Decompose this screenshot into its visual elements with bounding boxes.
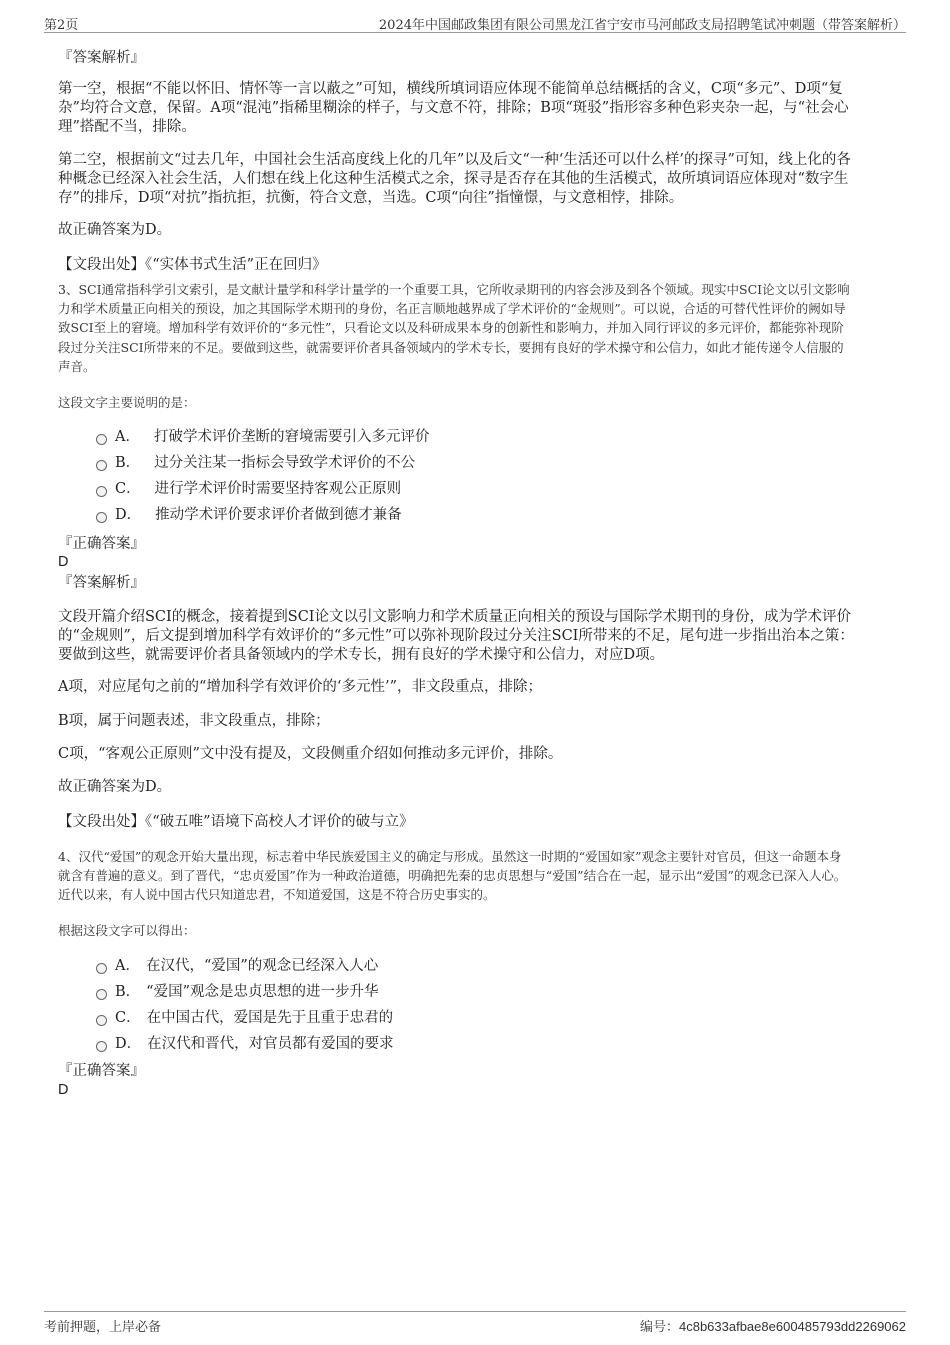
analysis-text: 的“金规则”，后文提到增加科学有效评价的“多元性”可以弥补现阶段过分关注SCI所带来的不足，尾句进一步指出治本之策： [58, 628, 854, 644]
answer-value: D [58, 1082, 69, 1098]
question-stem: 3、SCI通常指科学引文索引，是文献计量学和科学计量学的一个重要工具，它所收录期刊的内容会涉及到各个领域。现实中SCI论文以引文影响 [58, 282, 850, 297]
option-letter: B． [115, 984, 141, 1000]
option-text: 在汉代，“爱国”的观念已经深入人心 [145, 958, 379, 974]
analysis-text: 存”的排斥，D项“对抗”指抗拒，抗衡，符合文意，当选。C项“向往”指憧憬，与文意相悖，排除。 [58, 190, 684, 206]
question-stem: 4、汉代“爱国”的观念开始大量出现，标志着中华民族爱国主义的确定与形成。虽然这一时期的“爱国如家”观念主要针对官员，但这一命题本身 [58, 849, 842, 864]
option-a[interactable] [96, 428, 429, 446]
document-title: 2024年中国邮政集团有限公司黑龙江省宁安市马河邮政支局招聘笔试冲刺题（带答案解析） [378, 18, 906, 33]
answer-value: D [58, 554, 69, 570]
source-citation: 【文段出处】《“破五唯”语境下高校人才评价的破与立》 [58, 814, 414, 830]
radio-button[interactable] [96, 512, 107, 523]
analysis-text: C项，“客观公正原则”文中没有提及，文段侧重介绍如何推动多元评价，排除。 [58, 746, 563, 762]
option-d[interactable] [96, 506, 402, 524]
analysis-text: 要做到这些，就需要评价者具备领域内的学术专长，拥有良好的学术操守和公信力，对应D项。 [58, 647, 665, 663]
analysis-text: 杂”均符合文意，保留。A项“混沌”指稀里糊涂的样子，与文意不符，排除；B项“斑驳”指形容多种色彩夹杂一起，与“社会心 [58, 100, 849, 116]
analysis-text: 种概念已经深入社会生活，人们想在线上化这种生活模式之余，探寻是否存在其他的生活模式，故所填词语应体现对“数字生 [58, 171, 849, 187]
footer-slogan: 考前押题，上岸必备 [44, 1320, 162, 1335]
option-letter: D． [115, 1036, 142, 1052]
radio-button[interactable] [96, 963, 107, 974]
source-citation: 【文段出处】《“实体书式生活”正在回归》 [58, 257, 327, 273]
document-id [640, 1316, 906, 1335]
analysis-text: B项，属于问题表述，非文段重点，排除； [58, 713, 330, 729]
page-header [44, 12, 906, 33]
radio-button[interactable] [96, 460, 107, 471]
conclusion: 故正确答案为D。 [58, 779, 172, 795]
question-prompt: 这段文字主要说明的是： [58, 395, 196, 410]
option-letter: A． [115, 429, 140, 445]
option-letter: C． [115, 481, 141, 497]
option-c[interactable] [96, 480, 401, 498]
option-letter: C． [115, 1010, 141, 1026]
option-text: 推动学术评价要求评价者做到德才兼备 [155, 507, 402, 523]
radio-button[interactable] [96, 486, 107, 497]
analysis-text: 理”搭配不当，排除。 [58, 119, 196, 135]
option-d[interactable] [96, 1035, 394, 1053]
option-text: “爱国”观念是忠贞思想的进一步升华 [146, 984, 379, 1000]
radio-button[interactable] [96, 434, 107, 445]
question-stem: 力和学术质量正向相关的预设，加之其国际学术期刊的身份，名正言顺地越界成了学术评价的“金规则”。可以说，合适的可替代性评价的阙如导 [58, 301, 846, 316]
analysis-text: A项，对应尾句之前的“增加科学有效评价的‘多元性’”，非文段重点，排除； [58, 679, 543, 695]
document-id-label: 编号： [639, 1320, 679, 1335]
analysis-text: 第一空，根据“不能以怀旧、情怀等一言以蔽之”可知，横线所填词语应体现不能简单总结概括的含义，C项“多元”、D项“复 [58, 81, 843, 97]
document-id-value: 4c8b633afbae8e600485793dd2269062 [678, 1319, 906, 1334]
option-letter: B． [115, 455, 141, 471]
question-stem: 致SCI至上的窘境。增加科学有效评价的“多元性”，只看论文以及科研成果本身的创新性和影响力，并加入同行评议的多元评价，都能弥补现阶 [58, 320, 844, 335]
analysis-label: 『答案解析』 [58, 575, 145, 591]
option-c[interactable] [96, 1009, 393, 1027]
question-stem: 段过分关注SCI所带来的不足。要做到这些，就需要评价者具备领域内的学术专长，要拥有良好的学术操守和公信力，如此才能传递令人信服的 [58, 340, 844, 355]
conclusion: 故正确答案为D。 [58, 222, 172, 238]
analysis-label: 『答案解析』 [58, 50, 145, 66]
option-text: 进行学术评价时需要坚持客观公正原则 [154, 481, 402, 497]
option-text: 在汉代和晋代，对官员都有爱国的要求 [147, 1036, 394, 1052]
question-prompt: 根据这段文字可以得出： [58, 923, 196, 938]
option-a[interactable] [96, 957, 378, 975]
page-footer [44, 1311, 906, 1336]
page-number: 第2页 [44, 18, 79, 33]
answer-label: 『正确答案』 [58, 536, 145, 552]
option-b[interactable] [96, 983, 378, 1001]
answer-label: 『正确答案』 [58, 1063, 145, 1079]
radio-button[interactable] [96, 1041, 107, 1052]
option-text: 打破学术评价垄断的窘境需要引入多元评价 [153, 429, 430, 445]
option-letter: D． [115, 507, 142, 523]
radio-button[interactable] [96, 1015, 107, 1026]
question-stem: 近代以来，有人说中国古代只知道忠君，不知道爱国，这是不符合历史事实的。 [58, 887, 496, 902]
analysis-text: 文段开篇介绍SCI的概念，接着提到SCI论文以引文影响力和学术质量正向相关的预设与国际学术期刊的身份，成为学术评价 [58, 609, 852, 625]
option-text: 过分关注某一指标会导致学术评价的不公 [154, 455, 416, 471]
option-letter: A． [115, 958, 140, 974]
analysis-text: 第二空，根据前文“过去几年，中国社会生活高度线上化的几年”以及后文“一种‘生活还可以什么样’的探寻”可知，线上化的各 [58, 152, 851, 168]
radio-button[interactable] [96, 989, 107, 1000]
option-text: 在中国古代，爱国是先于且重于忠君的 [146, 1010, 394, 1026]
option-b[interactable] [96, 454, 415, 472]
question-stem: 就含有普遍的意义。到了晋代，“忠贞爱国”作为一种政治道德，明确把先秦的忠贞思想与“爱国”结合在一起，显示出“爱国”的观念已深入人心。 [58, 868, 847, 883]
question-stem: 声音。 [58, 359, 96, 374]
